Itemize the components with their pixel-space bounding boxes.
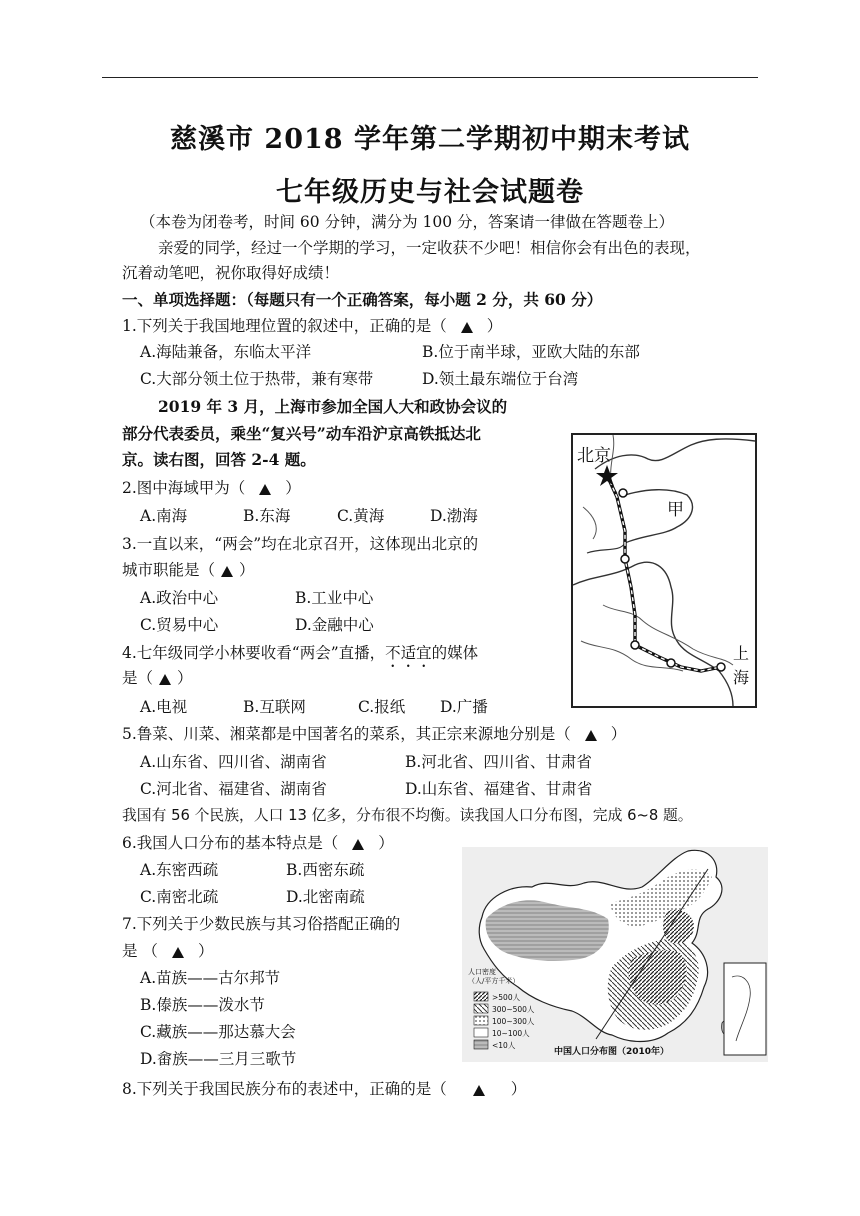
answer-triangle-icon: [172, 947, 184, 958]
q7-option-a: A.苗族——古尔邦节: [140, 969, 281, 987]
railway-map-graphic: [573, 435, 755, 706]
q5-option-c: C.河北省、福建省、湖南省: [140, 780, 327, 798]
passage-2: 我国有 56 个民族，人口 13 亿多，分布很不均衡。读我国人口分布图，完成 6~8 题。: [122, 807, 693, 824]
exam-title: 慈溪市 2018 学年第二学期初中期末考试: [170, 124, 690, 155]
passage-1-line-1: 2019 年 3 月，上海市参加全国人大和政协会议的: [158, 397, 508, 416]
question-3-stem-2: 城市职能是（ ）: [122, 561, 255, 579]
answer-triangle-icon: [221, 566, 233, 577]
question-8-stem: 8.下列关于我国民族分布的表述中，正确的是（ ）: [122, 1080, 527, 1098]
q5-option-a: A.山东省、四川省、湖南省: [140, 753, 327, 771]
label-sea-jia: 甲: [667, 500, 684, 520]
answer-triangle-icon: [473, 1085, 485, 1096]
label-shanghai-1: 上: [733, 644, 750, 663]
question-4-stem-1: 4.七年级同学小林要收看“两会”直播，不适宜的媒体: [122, 644, 479, 662]
answer-triangle-icon: [352, 839, 364, 850]
emphasis-text: 不适宜: [385, 644, 432, 662]
answer-triangle-icon: [159, 674, 171, 685]
legend-item: 300~500人: [492, 1005, 535, 1014]
question-3-stem-1: 3.一直以来，“两会”均在北京召开，这体现出北京的: [122, 535, 479, 553]
q4-option-c: C.报纸: [358, 698, 406, 716]
answer-triangle-icon: [259, 484, 271, 495]
q4-option-b: B.互联网: [243, 698, 306, 716]
section-heading: 一、单项选择题：（每题只有一个正确答案，每小题 2 分，共 60 分）: [122, 290, 603, 309]
q7-option-d: D.畲族——三月三歌节: [140, 1050, 297, 1068]
q5-option-d: D.山东省、福建省、甘肃省: [405, 780, 593, 798]
q3-option-b: B.工业中心: [295, 589, 374, 607]
label-shanghai-2: 海: [733, 668, 750, 687]
q2-option-d: D.渤海: [430, 507, 478, 525]
map-caption: 中国人口分布图（2010年）: [554, 1047, 670, 1057]
passage-1-line-2: 部分代表委员，乘坐“复兴号”动车沿沪京高铁抵达北: [122, 424, 481, 443]
q1-option-c: C.大部分领土位于热带，兼有寒带: [140, 370, 374, 388]
question-4-stem-2: 是（ ）: [122, 669, 193, 687]
q3-option-a: A.政治中心: [140, 589, 219, 607]
exam-subtitle: 七年级历史与社会试题卷: [276, 177, 584, 208]
top-rule: [102, 77, 758, 78]
population-map: [462, 847, 768, 1062]
legend: [492, 992, 534, 1052]
question-6-stem: 6.我国人口分布的基本特点是（ ）: [122, 834, 394, 852]
railway-map: [571, 433, 757, 708]
q6-option-d: D.北密南疏: [286, 888, 365, 906]
q3-option-c: C.贸易中心: [140, 616, 219, 634]
question-2-stem: 2.图中海域甲为（ ）: [122, 479, 301, 497]
q6-option-c: C.南密北疏: [140, 888, 219, 906]
beijing-star-icon: [596, 465, 618, 486]
q4-option-a: A.电视: [140, 698, 188, 716]
greeting-line-2: 沉着动笔吧，祝你取得好成绩！: [122, 264, 340, 282]
passage-1-line-3: 京。读右图，回答 2-4 题。: [122, 450, 316, 469]
legend-item: 10~100人: [492, 1029, 530, 1038]
legend-title: 人口密度 （人/平方千米）: [468, 968, 520, 985]
legend-item: >500人: [492, 993, 521, 1002]
q3-option-d: D.金融中心: [295, 616, 374, 634]
q2-option-a: A.南海: [140, 507, 188, 525]
q1-option-d: D.领土最东端位于台湾: [422, 370, 579, 388]
label-beijing: 北京: [577, 446, 611, 466]
q4-option-d: D.广播: [440, 698, 488, 716]
question-7-stem-2: 是 （ ）: [122, 942, 214, 960]
q7-option-c: C.藏族——那达慕大会: [140, 1023, 296, 1041]
q2-option-b: B.东海: [243, 507, 291, 525]
question-7-stem-1: 7.下列关于少数民族与其习俗搭配正确的: [122, 915, 401, 933]
q6-option-b: B.西密东疏: [286, 861, 365, 879]
q2-option-c: C.黄海: [337, 507, 385, 525]
answer-triangle-icon: [461, 322, 473, 333]
legend-item: <10人: [492, 1041, 516, 1050]
q1-option-a: A.海陆兼备，东临太平洋: [140, 343, 312, 361]
q7-option-b: B.傣族——泼水节: [140, 996, 265, 1014]
question-1-stem: 1.下列关于我国地理位置的叙述中，正确的是（ ）: [122, 317, 503, 335]
q5-option-b: B.河北省、四川省、甘肃省: [405, 753, 592, 771]
legend-item: 100~300人: [492, 1017, 535, 1026]
answer-triangle-icon: [585, 730, 597, 741]
q6-option-a: A.东密西疏: [140, 861, 219, 879]
q1-option-b: B.位于南半球，亚欧大陆的东部: [422, 343, 640, 361]
exam-note: （本卷为闭卷考，时间 60 分钟，满分为 100 分，答案请一律做在答题卷上）: [140, 213, 675, 231]
greeting-line-1: 亲爱的同学，经过一个学期的学习，一定收获不少吧！相信你会有出色的表现，: [158, 239, 701, 257]
question-5-stem: 5.鲁菜、川菜、湘菜都是中国著名的菜系，其正宗来源地分别是（ ）: [122, 725, 627, 743]
